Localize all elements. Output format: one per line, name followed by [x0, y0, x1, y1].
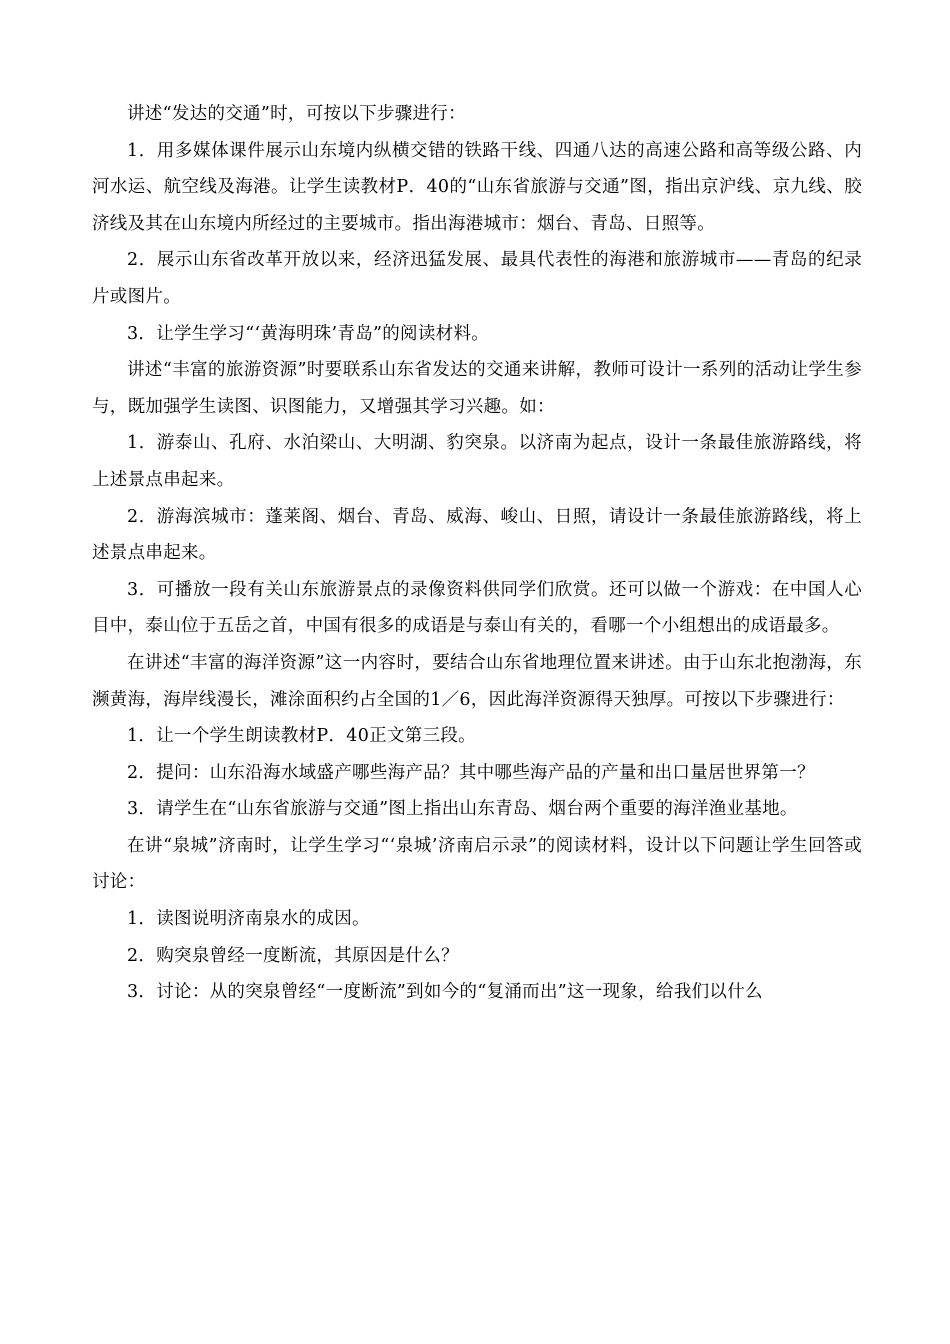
paragraph-spring-step-2: 2．购突泉曾经一度断流，其原因是什么？	[127, 945, 459, 966]
paragraph-spring-step-3: 3．讨论：从的突泉曾经“一度断流”到如今的“复涌而出”这一现象，给我们以什么	[127, 982, 763, 1003]
paragraph-intro-tourism: 讲述“丰富的旅游资源”时要联系山东省发达的交通来讲解，教师可设计一系列的活动让学生参与，既加强学生读图、识图能力，又增强其学习兴趣。如：	[92, 360, 862, 417]
paragraph-transport-step-1: 1．用多媒体课件展示山东境内纵横交错的铁路干线、四通八达的高速公路和高等级公路、内河水运、航空线及海港。让学生读教材P．40的“山东省旅游与交通”图，指出京沪线、京九线、胶济线及其在山东境内所经过的主要城市。指出海港城市：烟台、青岛、日照等。	[92, 140, 862, 234]
paragraph-transport-step-3: 3．让学生学习“‘黄海明珠’青岛”的阅读材料。	[127, 323, 490, 344]
paragraph-marine-step-3: 3．请学生在“山东省旅游与交通”图上指出山东青岛、烟台两个重要的海洋渔业基地。	[127, 799, 798, 820]
paragraph-tourism-step-2: 2．游海滨城市：蓬莱阁、烟台、青岛、威海、峻山、日照，请设计一条最佳旅游路线，将上述景点串起来。	[92, 506, 862, 564]
paragraph-tourism-step-3: 3．可播放一段有关山东旅游景点的录像资料供同学们欣赏。还可以做一个游戏：在中国人心目中，泰山位于五岳之首，中国有很多的成语是与泰山有关的，看哪一个小组想出的成语最多。	[92, 579, 862, 637]
paragraph-intro-marine: 在讲述“丰富的海洋资源”这一内容时，要结合山东省地理位置来讲述。由于山东北抱渤海，东濒黄海，海岸线漫长，滩涂面积约占全国的1／6，因此海洋资源得天独厚。可按以下步骤进行：	[92, 652, 862, 710]
paragraph-transport-step-2: 2．展示山东省改革开放以来，经济迅猛发展、最具代表性的海港和旅游城市——青岛的纪录片或图片。	[92, 250, 862, 307]
paragraph-intro-transport: 讲述“发达的交通”时，可按以下步骤进行：	[127, 104, 466, 124]
paragraph-tourism-step-1: 1．游泰山、孔府、水泊梁山、大明湖、豹突泉。以济南为起点，设计一条最佳旅游路线，将上述景点串起来。	[92, 433, 862, 490]
paragraph-spring-step-1: 1．读图说明济南泉水的成因。	[127, 909, 370, 930]
paragraph-marine-step-2: 2．提问：山东沿海水域盛产哪些海产品？其中哪些海产品的产量和出口量居世界第一？	[127, 762, 815, 783]
document-body	[92, 96, 862, 1011]
paragraph-intro-spring-city: 在讲“泉城”济南时，让学生学习“‘泉城’济南启示录”的阅读材料，设计以下问题让学生回答或讨论：	[92, 835, 862, 893]
paragraph-marine-step-1: 1．让一个学生朗读教材P．40正文第三段。	[127, 726, 476, 747]
